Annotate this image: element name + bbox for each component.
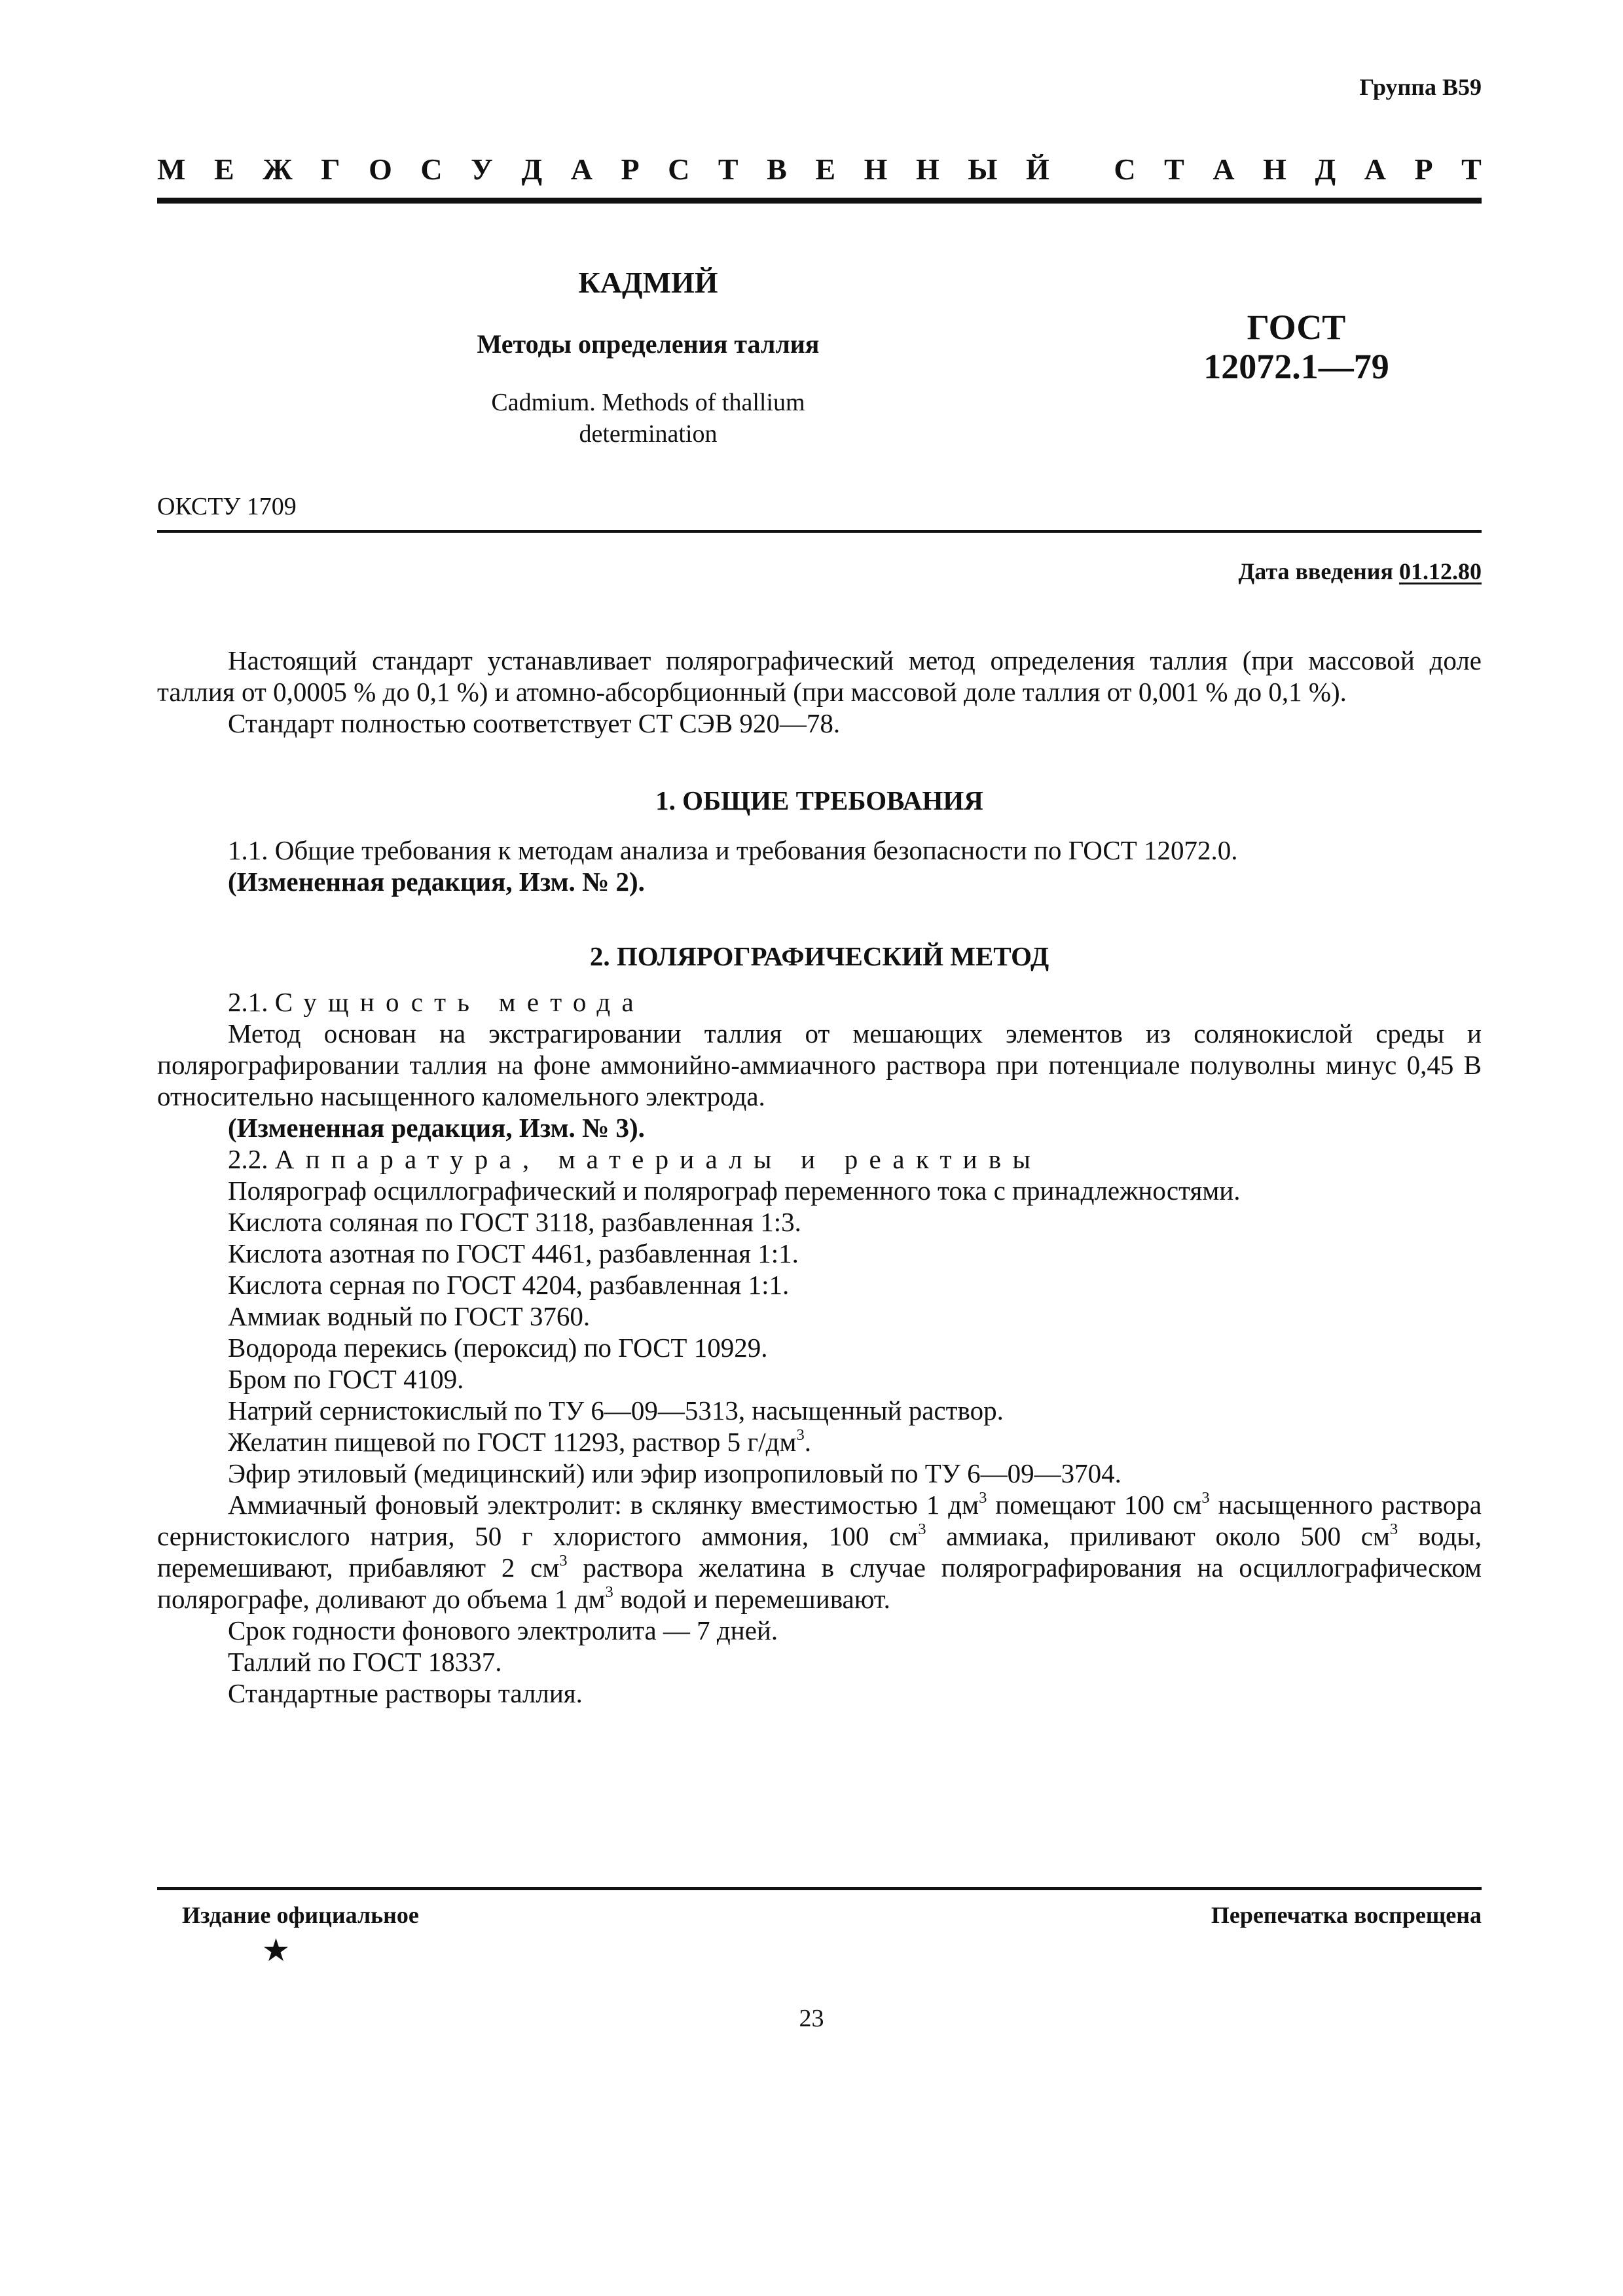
star-icon: ★ [262, 1933, 291, 1968]
spacer [157, 739, 1482, 785]
gost-designation [1152, 308, 1440, 386]
reagent-text: Желатин пищевой по ГОСТ 11293, раствор 5 г/дм [228, 1427, 797, 1457]
electrolyte-text: водой и перемешивают. [613, 1584, 890, 1614]
banner-letter: Н [915, 152, 939, 186]
section-1-heading: 1. ОБЩИЕ ТРЕБОВАНИЯ [655, 785, 983, 816]
banner-letter: Д [1315, 152, 1336, 186]
gost-label: ГОСТ [1247, 308, 1346, 347]
okstu-code: ОКСТУ 1709 [157, 493, 297, 520]
banner-letter: Ы [968, 152, 998, 186]
spacer [157, 897, 1482, 941]
electrolyte-text: насыщенного раствора сернистокислого натрия, 50 г хлористого аммония, 100 см [157, 1490, 1482, 1551]
banner-letter: Р [621, 152, 640, 186]
page-number: 23 [799, 2005, 824, 2032]
banner-letter: Г [321, 152, 340, 186]
clause-2-1-header [157, 986, 1482, 1018]
intro-compliance: Стандарт полностью соответствует СТ СЭВ 920—78. [228, 708, 841, 738]
electrolyte-text: Аммиачный фоновый электролит: в склянку вместимостью 1 дм [228, 1490, 979, 1520]
gost-number: 12072.1—79 [1203, 347, 1389, 386]
banner-letter: Т [1164, 152, 1184, 186]
title-block [367, 265, 930, 450]
electrolyte-text: воды, перемешивают, прибавляют 2 см [157, 1521, 1482, 1583]
group-label: Группа В59 [1359, 74, 1482, 100]
superscript: 3 [918, 1520, 926, 1538]
electrolyte-text: помещают 100 см [987, 1490, 1202, 1520]
spacer [157, 972, 1482, 986]
clause-number: 2.2. [228, 1144, 268, 1174]
banner-letter: С [668, 152, 690, 186]
banner-letter: В [767, 152, 787, 186]
reagent-item: Полярограф осциллографический и полярограф переменного тока с принадлежностями. [228, 1175, 1241, 1206]
superscript: 3 [1201, 1488, 1210, 1507]
banner-letter: Т [1461, 152, 1482, 186]
superscript: 3 [559, 1551, 568, 1570]
reprint-prohibited-label: Перепечатка воспрещена [1211, 1902, 1482, 1928]
electrolyte-text: раствора желатина в случае полярографирования на осциллографическом полярографе, доливают до объема 1 дм [157, 1552, 1482, 1614]
english-title-line: Cadmium. Methods of thallium [491, 389, 805, 416]
intro-paragraph: Настоящий стандарт устанавливает полярографический метод определения таллия (при массовой доле таллия от 0,0005 % до 0,1 %) и атомно-абсорбционный (при массовой доле таллия от 0,001 % до 0,1 %). [157, 645, 1482, 707]
header-thick-rule [157, 198, 1482, 204]
official-edition-label: Издание официальное [182, 1902, 419, 1928]
banner-letter: А [1213, 152, 1235, 186]
effective-date-value: 01.12.80 [1399, 558, 1482, 584]
clause-number: 2.1. [228, 987, 268, 1017]
amendment-note: (Измененная редакция, Изм. № 3). [228, 1113, 645, 1143]
reagent-item: Срок годности фонового электролита — 7 дней. [228, 1615, 778, 1645]
amendment-note: (Измененная редакция, Изм. № 2). [228, 867, 645, 897]
banner-letter: Н [864, 152, 888, 186]
method-essence: Метод основан на экстрагировании таллия от мешающих элементов из солянокислой среды и полярографировании таллия на фоне аммонийно-аммиачного раствора при потенциале полуволны минус 0,45 В относительно насыщенного каломельного электрода. [157, 1018, 1482, 1111]
effective-date [1239, 558, 1482, 585]
spacer [157, 816, 1482, 834]
clause-1-1: 1.1. Общие требования к методам анализа и требования безопасности по ГОСТ 12072.0. [228, 835, 1238, 865]
superscript: 3 [1389, 1520, 1398, 1538]
reagent-item: Натрий сернистокислый по ТУ 6—09—5313, насыщенный раствор. [228, 1395, 1004, 1426]
english-title-line: determination [579, 420, 718, 448]
electrolyte-paragraph [157, 1489, 1482, 1615]
reagent-item: Таллий по ГОСТ 18337. [228, 1647, 502, 1677]
effective-date-label: Дата введения [1238, 558, 1393, 584]
reagent-text: . [804, 1427, 811, 1457]
banner-letter: Е [815, 152, 836, 186]
reagent-item: Стандартные растворы таллия. [228, 1678, 583, 1708]
banner-letter: О [369, 152, 392, 186]
reagent-item: Эфир этиловый (медицинский) или эфир изопропиловый по ТУ 6—09—3704. [228, 1458, 1122, 1488]
banner-letter: Ж [263, 152, 293, 186]
clause-title: Аппаратура, материалы и реактивы [274, 1144, 1042, 1174]
banner-letter: С [1114, 152, 1136, 186]
banner-letter: Т [718, 152, 739, 186]
interstate-standard-banner [157, 152, 1482, 191]
header-thin-rule [157, 530, 1482, 533]
section-2-heading: 2. ПОЛЯРОГРАФИЧЕСКИЙ МЕТОД [589, 941, 1049, 971]
banner-letter: У [471, 152, 493, 186]
reagent-item: Водорода перекись (пероксид) по ГОСТ 10929. [228, 1333, 768, 1363]
reagent-item: Кислота серная по ГОСТ 4204, разбавленная 1:1. [228, 1270, 790, 1300]
reagent-item: Кислота азотная по ГОСТ 4461, разбавленная 1:1. [228, 1238, 799, 1268]
banner-letter: Й [1025, 152, 1049, 186]
banner-letter: А [1364, 152, 1386, 186]
document-body [157, 645, 1482, 1709]
banner-letter: Е [213, 152, 234, 186]
footer-rule [157, 1887, 1482, 1890]
english-title [367, 387, 930, 450]
banner-letter: М [157, 152, 186, 186]
banner-letter: Д [521, 152, 543, 186]
banner-letter: С [420, 152, 443, 186]
banner-letter: А [570, 152, 593, 186]
banner-letter: Р [1414, 152, 1433, 186]
superscript: 3 [605, 1583, 613, 1601]
clause-2-2-header [157, 1143, 1482, 1175]
document-title: КАДМИЙ [578, 266, 718, 299]
superscript: 3 [796, 1426, 805, 1444]
clause-title: Сущность метода [274, 987, 645, 1017]
banner-letter: Н [1263, 152, 1286, 186]
reagent-item-gelatin [157, 1426, 1482, 1458]
reagent-item: Кислота соляная по ГОСТ 3118, разбавленная 1:3. [228, 1207, 801, 1237]
superscript: 3 [979, 1488, 987, 1507]
reagent-item: Аммиак водный по ГОСТ 3760. [228, 1301, 591, 1331]
banner-spacer [1078, 152, 1085, 191]
document-subtitle: Методы определения таллия [477, 329, 820, 359]
reagent-item: Бром по ГОСТ 4109. [228, 1364, 464, 1394]
electrolyte-text: аммиака, приливают около 500 см [926, 1521, 1390, 1551]
